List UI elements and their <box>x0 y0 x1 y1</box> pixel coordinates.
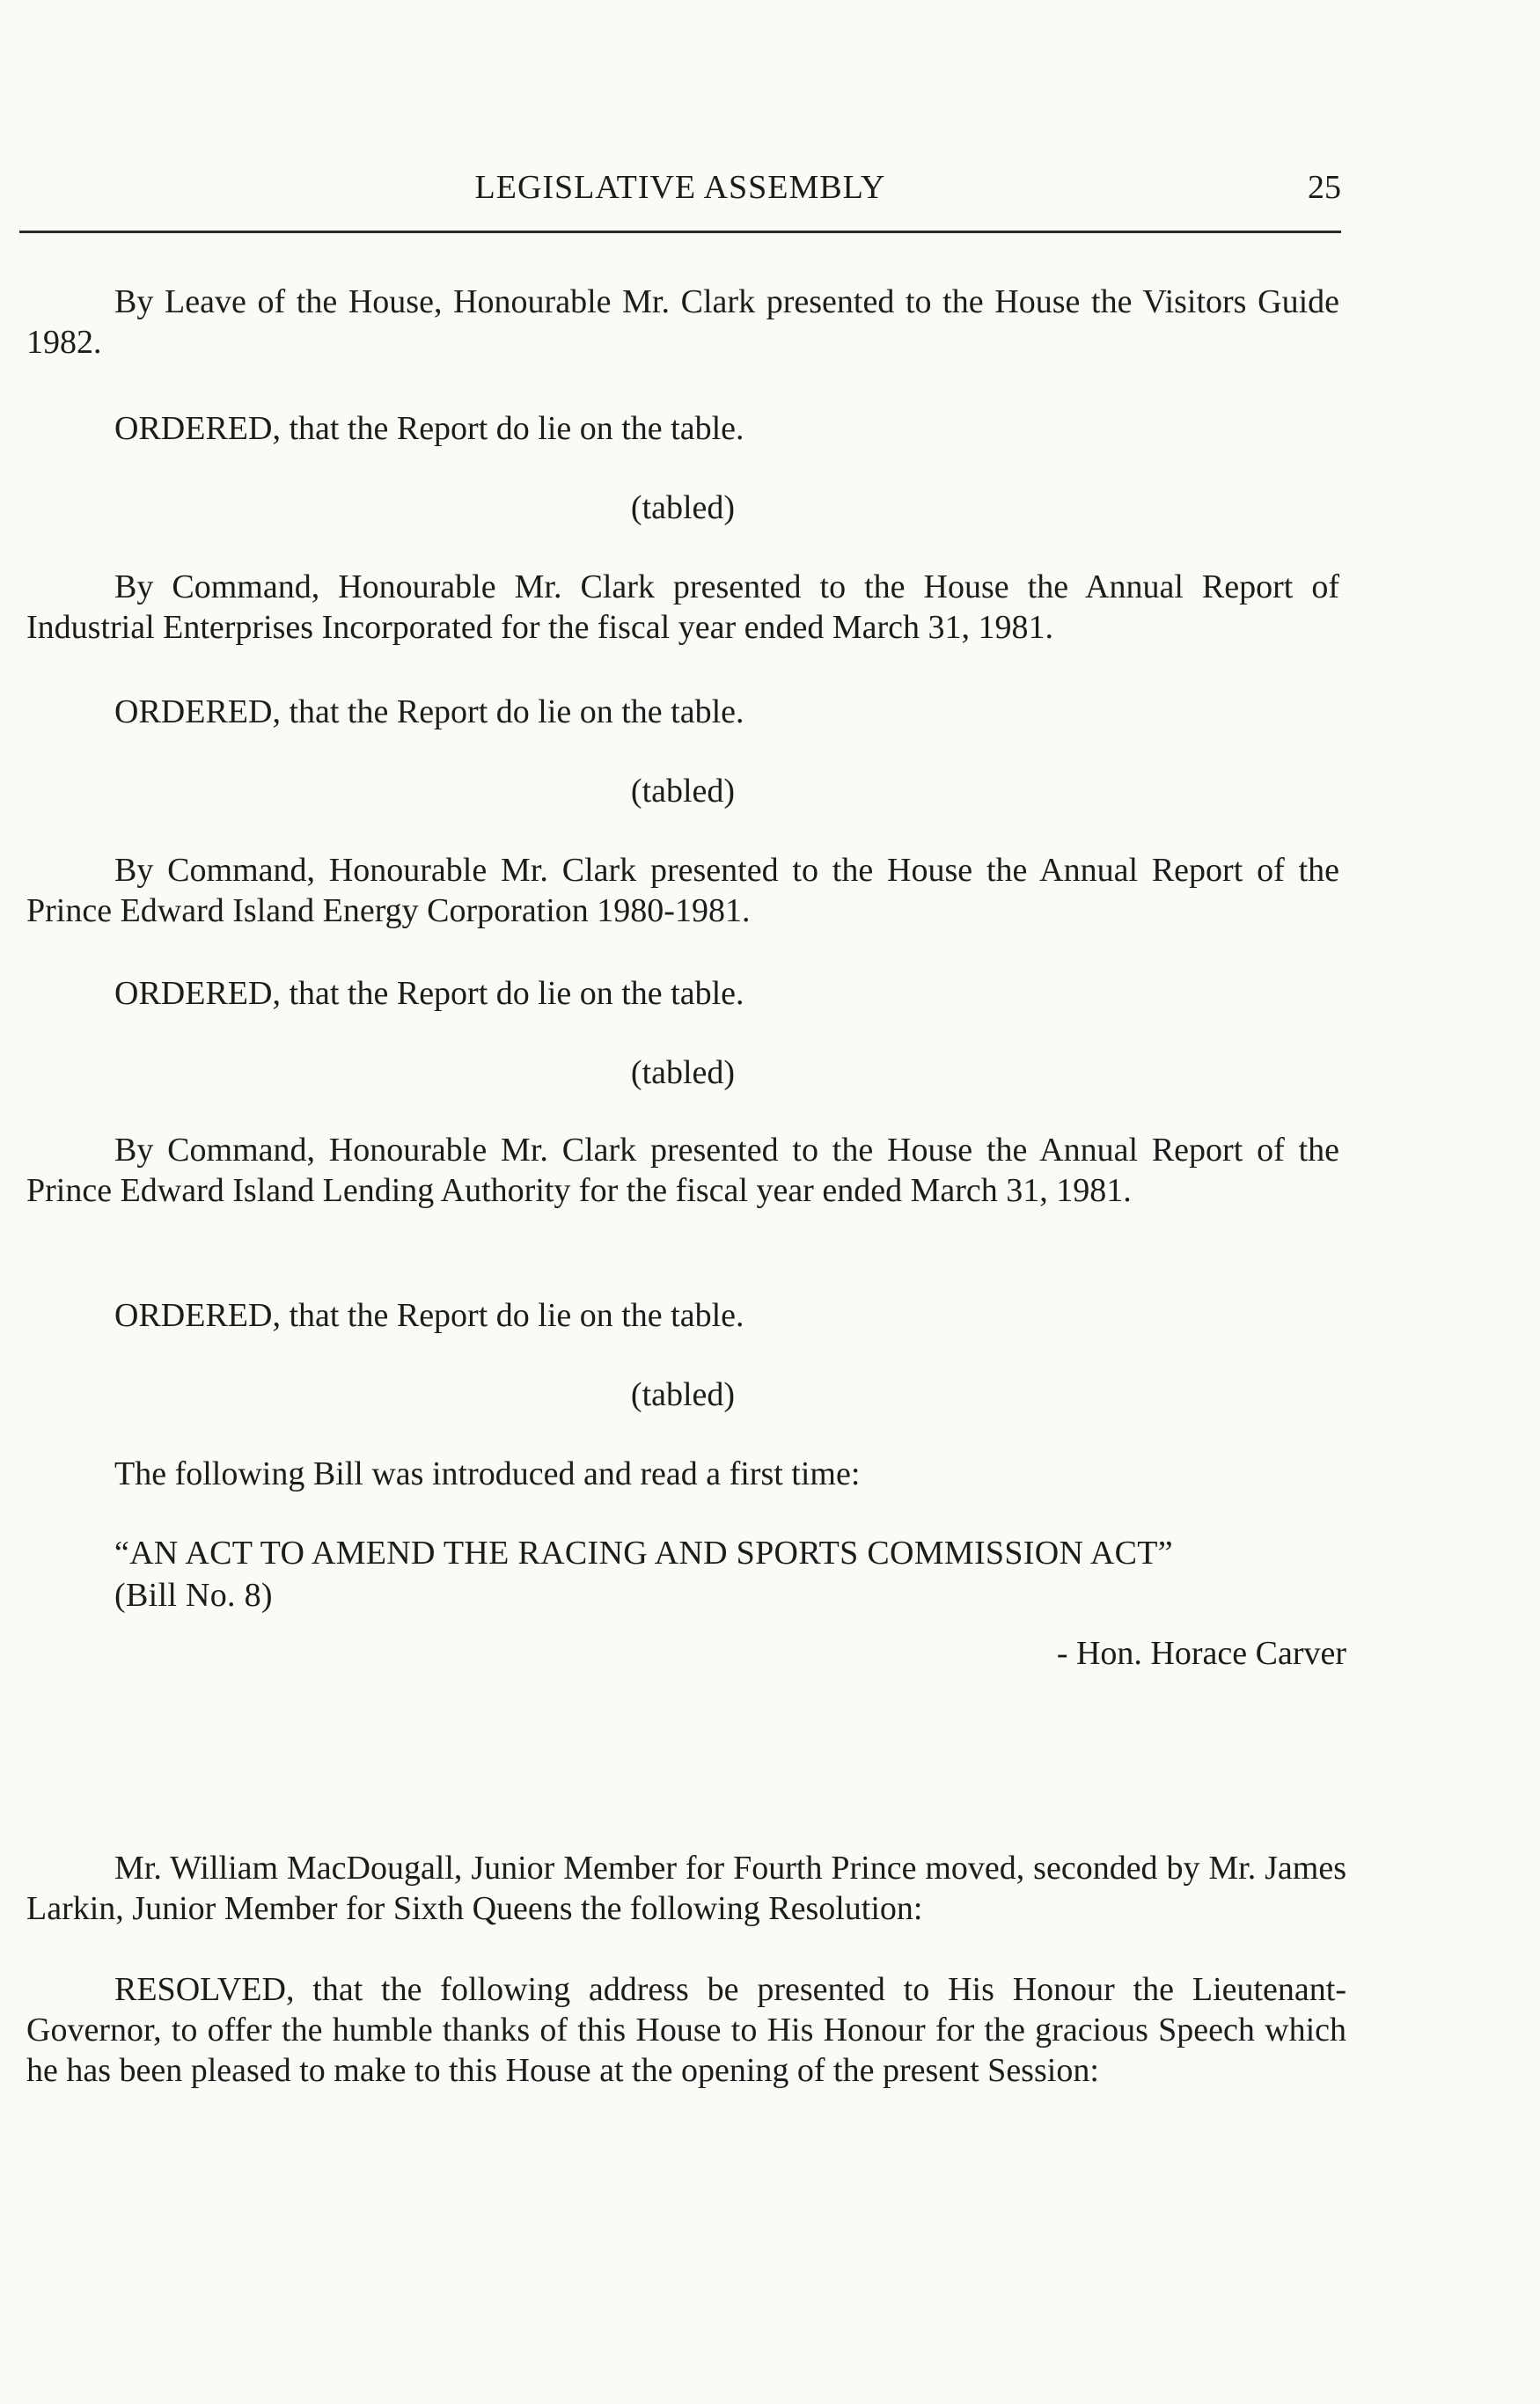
motion-paragraph: By Leave of the House, Honourable Mr. Clark presented to the House the Visitors Guide 1982. <box>26 283 1339 361</box>
order-paragraph: ORDERED, that the Report do lie on the table. <box>114 410 744 447</box>
bill-title: “AN ACT TO AMEND THE RACING AND SPORTS COMMISSION ACT” <box>114 1535 1173 1572</box>
order-paragraph: ORDERED, that the Report do lie on the table. <box>114 1297 744 1334</box>
bill-number: (Bill No. 8) <box>114 1577 273 1614</box>
running-header <box>19 167 1341 233</box>
tabled-note: (tabled) <box>630 773 736 810</box>
motion-paragraph: By Command, Honourable Mr. Clark presented to the House the Annual Report of the Prince Edward Island Lending Authority for the fiscal year ended March 31, 1981. <box>26 1132 1339 1209</box>
motion-paragraph: By Command, Honourable Mr. Clark presented to the House the Annual Report of Industrial Enterprises Incorporated for the fiscal year ended March 31, 1981. <box>26 568 1339 646</box>
resolution-text: RESOLVED, that the following address be presented to His Honour the Lieutenant-Governor, to offer the humble thanks of this House to His Honour for the gracious Speech which he has been pleased to make to this House at the opening of the present Session: <box>26 1971 1346 2089</box>
header-title: LEGISLATIVE ASSEMBLY <box>474 169 886 206</box>
bill-sponsor: - Hon. Horace Carver <box>1056 1635 1346 1672</box>
resolution-mover: Mr. William MacDougall, Junior Member for Fourth Prince moved, seconded by Mr. James Larkin, Junior Member for Sixth Queens the following Resolution: <box>26 1850 1346 1927</box>
tabled-note: (tabled) <box>630 1376 736 1413</box>
bill-intro: The following Bill was introduced and read a first time: <box>114 1455 861 1492</box>
order-paragraph: ORDERED, that the Report do lie on the table. <box>114 693 744 730</box>
page-number: 25 <box>1308 169 1341 206</box>
tabled-note: (tabled) <box>630 489 736 526</box>
order-paragraph: ORDERED, that the Report do lie on the table. <box>114 975 744 1012</box>
tabled-note: (tabled) <box>630 1054 736 1091</box>
motion-paragraph: By Command, Honourable Mr. Clark presented to the House the Annual Report of the Prince Edward Island Energy Corporation 1980-1981. <box>26 852 1339 929</box>
